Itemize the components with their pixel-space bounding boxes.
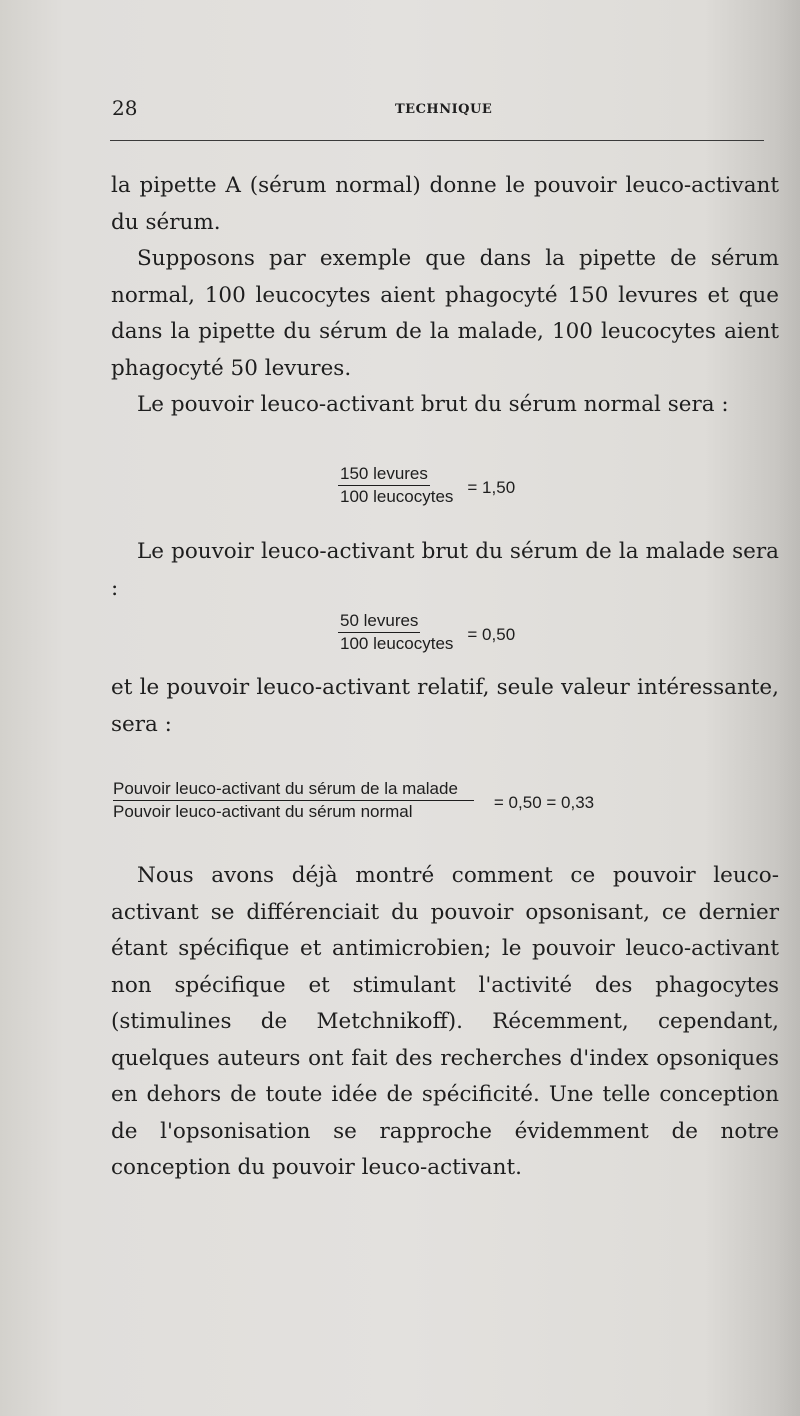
paragraph-patient-serum: Le pouvoir leuco-activant brut du sérum de la malade sera :	[111, 539, 779, 601]
paragraph-example: Supposons par exemple que dans la pipette de sérum normal, 100 leucocytes aient phagocyté 150 levures et que dans la pipette du sérum de la malade, 100 leucocytes aient phagocyté 50 levures.	[111, 246, 779, 381]
fraction	[113, 779, 474, 822]
text-block-3	[111, 670, 779, 743]
text-block-2	[111, 534, 779, 607]
fraction-denominator: 100 leucocytes	[340, 634, 454, 653]
paragraph-relative-power: et le pouvoir leuco-activant relatif, seule valeur intéressante, sera :	[111, 675, 779, 737]
paragraph-discussion: Nous avons déjà montré comment ce pouvoir leuco-activant se différenciait du pouvoir opsonisant, ce dernier étant spécifique et antimicrobien; le pouvoir leuco-activant non spécifique et stimulant l'activité des phagocytes (stimulines de Metchnikoff). Récemment, cependant, quelques auteurs ont fait des recherches d'index opsoniques en dehors de toute idée de spécificité. Une telle conception de l'opsonisation se rapproche évidemment de notre conception du pouvoir leuco-activant.	[111, 863, 779, 1180]
fraction	[338, 611, 455, 654]
page-number: 28	[112, 96, 138, 120]
page-header	[112, 96, 762, 120]
fraction-numerator: Pouvoir leuco-activant du sérum de la malade	[113, 779, 474, 801]
text-block-4	[111, 858, 779, 1187]
paragraph-normal-serum: Le pouvoir leuco-activant brut du sérum normal sera :	[137, 392, 729, 417]
fraction-denominator: Pouvoir leuco-activant du sérum normal	[113, 802, 413, 821]
equation-normal-serum	[338, 464, 515, 507]
fraction-denominator: 100 leucocytes	[340, 487, 454, 506]
text-block-1	[111, 168, 779, 424]
equation-result: = 1,50	[467, 477, 516, 497]
running-title: TECHNIQUE	[395, 102, 493, 117]
equation-relative-power	[113, 779, 594, 822]
equation-patient-serum	[338, 611, 515, 654]
equation-result: = 0,50 = 0,33	[493, 792, 595, 812]
header-rule	[110, 140, 764, 141]
fraction	[338, 464, 455, 507]
equation-result: = 0,50	[467, 624, 516, 644]
fraction-numerator: 50 levures	[338, 611, 420, 633]
fraction-numerator: 150 levures	[338, 464, 430, 486]
paragraph-continuation: la pipette A (sérum normal) donne le pouvoir leuco-activant du sérum.	[111, 173, 779, 235]
